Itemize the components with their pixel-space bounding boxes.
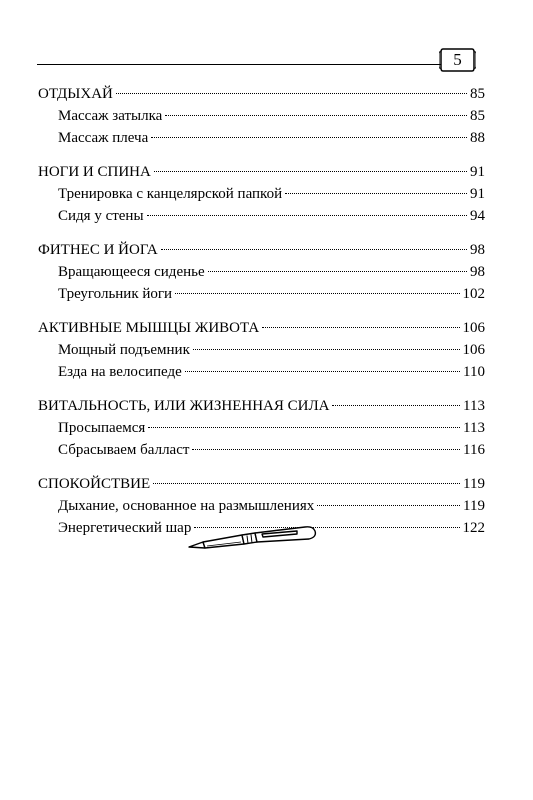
toc-entry[interactable] [38, 339, 485, 361]
dot-leader [147, 215, 467, 216]
page-ref: 85 [470, 108, 485, 124]
toc-chapter[interactable] [38, 239, 485, 261]
page-ref: 85 [470, 86, 485, 102]
toc-entry[interactable] [38, 127, 485, 149]
dot-leader [151, 137, 467, 138]
page-ref: 98 [470, 264, 485, 280]
entry-title: Вращающееся сиденье [58, 264, 205, 280]
chapter-title: СПОКОЙСТВИЕ [38, 476, 151, 492]
page-ref: 113 [463, 420, 485, 436]
chapter-title: ОТДЫХАЙ [38, 86, 113, 102]
entry-title: Езда на велосипеде [58, 364, 182, 380]
page-ref: 119 [463, 498, 485, 514]
toc-entry[interactable] [38, 361, 485, 383]
entry-title: Треугольник йоги [58, 286, 173, 302]
toc-chapter[interactable] [38, 83, 485, 105]
page-ref: 122 [462, 520, 485, 536]
toc-section [38, 239, 485, 305]
page-ref: 116 [463, 442, 485, 458]
toc-chapter[interactable] [38, 161, 485, 183]
entry-title: Тренировка с канцелярской папкой [58, 186, 283, 202]
dot-leader [185, 371, 460, 372]
toc-entry[interactable] [38, 183, 485, 205]
chapter-title: АКТИВНЫЕ МЫШЦЫ ЖИВОТА [38, 320, 260, 336]
toc-chapter[interactable] [38, 317, 485, 339]
toc-entry[interactable] [38, 439, 485, 461]
page-number: 5 [453, 50, 462, 69]
toc-section [38, 161, 485, 227]
page-ref: 119 [463, 476, 485, 492]
dot-leader [148, 427, 460, 428]
chapter-title: НОГИ И СПИНА [38, 164, 151, 180]
dot-leader [317, 505, 460, 506]
page-ref: 88 [470, 130, 485, 146]
dot-leader [165, 115, 467, 116]
entry-title: Просыпаемся [58, 420, 146, 436]
page-ref: 98 [470, 242, 485, 258]
entry-title: Массаж затылка [58, 108, 163, 124]
entry-title: Массаж плеча [58, 130, 149, 146]
chapter-title: ФИТНЕС И ЙОГА [38, 242, 158, 258]
dot-leader [332, 405, 460, 406]
toc-entry[interactable] [38, 283, 485, 305]
toc-section [38, 395, 485, 461]
entry-title: Дыхание, основанное на размышлениях [58, 498, 315, 514]
dot-leader [192, 449, 460, 450]
chapter-title: ВИТАЛЬНОСТЬ, ИЛИ ЖИЗНЕННАЯ СИЛА [38, 398, 330, 414]
toc-section [38, 83, 485, 149]
pen-icon [187, 525, 322, 555]
toc-section [38, 317, 485, 383]
page-ref: 94 [470, 208, 485, 224]
toc-entry[interactable] [38, 417, 485, 439]
page-ref: 106 [462, 320, 485, 336]
toc-entry[interactable] [38, 261, 485, 283]
toc-entry[interactable] [38, 205, 485, 227]
page-ref: 113 [463, 398, 485, 414]
dot-leader [208, 271, 467, 272]
toc-entry[interactable] [38, 105, 485, 127]
toc-chapter[interactable] [38, 395, 485, 417]
dot-leader [154, 171, 467, 172]
dot-leader [116, 93, 467, 94]
entry-title: Сбрасываем балласт [58, 442, 190, 458]
toc-entry[interactable] [38, 495, 485, 517]
dot-leader [193, 349, 460, 350]
page-number-badge [439, 46, 476, 74]
entry-title: Сидя у стены [58, 208, 144, 224]
header-rule [37, 64, 473, 65]
table-of-contents [38, 83, 485, 551]
page-ref: 91 [470, 164, 485, 180]
entry-title: Мощный подъемник [58, 342, 190, 358]
dot-leader [153, 483, 460, 484]
page-ref: 102 [462, 286, 485, 302]
page-ref: 91 [470, 186, 485, 202]
page-ref: 110 [463, 364, 485, 380]
dot-leader [175, 293, 459, 294]
entry-title: Энергетический шар [58, 520, 192, 536]
page-ref: 106 [462, 342, 485, 358]
toc-chapter[interactable] [38, 473, 485, 495]
dot-leader [161, 249, 467, 250]
dot-leader [262, 327, 459, 328]
dot-leader [285, 193, 467, 194]
